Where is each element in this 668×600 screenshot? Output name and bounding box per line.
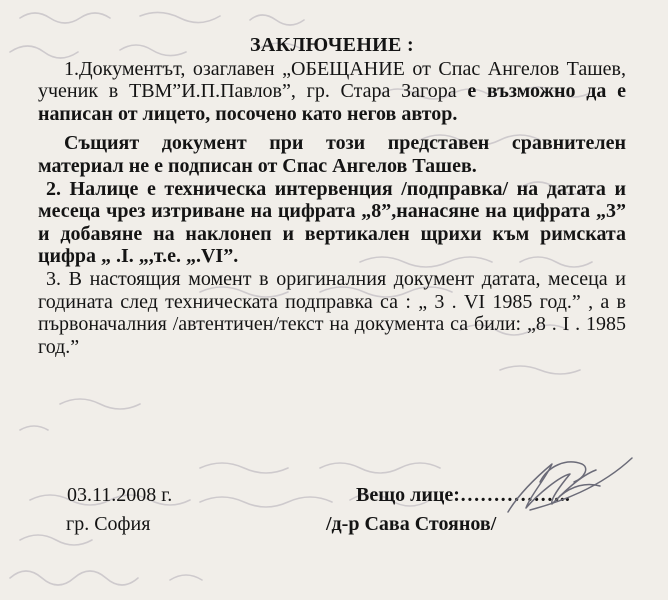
expert-name: /д-р Сава Стоянов/ (326, 513, 497, 535)
paragraph-4 (38, 268, 626, 358)
document-city: гр. София (66, 513, 151, 535)
paragraph-1 (38, 58, 626, 126)
paragraph-1-text: 1.Документът, озаглавен „ОБЕЩАНИЕ от Спас Ангелов Ташев, ученик в ТВМ”И.П.Павлов”, гр. Стара Загора (38, 57, 626, 103)
paragraph-3 (38, 178, 626, 268)
paragraph-1-bold-text: е възможно да е написан от лицето, посочено като негов автор. (38, 80, 626, 125)
document-date: 03.11.2008 г. (67, 484, 173, 506)
paragraph-4-text: 3. В настоящия момент в оригиналния документ датата, месеца и годината след техническата подправка са : „ 3 . VI 1985 год.” , а в първоначалния /автентичен/текст на документа са били: „8 . I . 1985 год.” (38, 267, 626, 358)
paragraph-2-text: Същият документ при този представен сравнителен материал не е подписан от Спас Ангелов Ташев. (38, 132, 626, 177)
expert-label: Вещо лице:…………….. (356, 484, 570, 506)
document-title: ЗАКЛЮЧЕНИЕ : (250, 34, 414, 56)
handwritten-signature (500, 452, 640, 522)
paragraph-2 (38, 132, 626, 177)
document-body (38, 34, 626, 358)
paragraph-3-text: 2. Налице е техническа интервенция /подправка/ на датата и месеца чрез изтриване на цифрата „8”,нанасяне на цифрата „3” и добавяне на наклонеп и вертикален щрихи към римската цифра „ .I. „,т.е. „.VI”. (38, 177, 626, 268)
